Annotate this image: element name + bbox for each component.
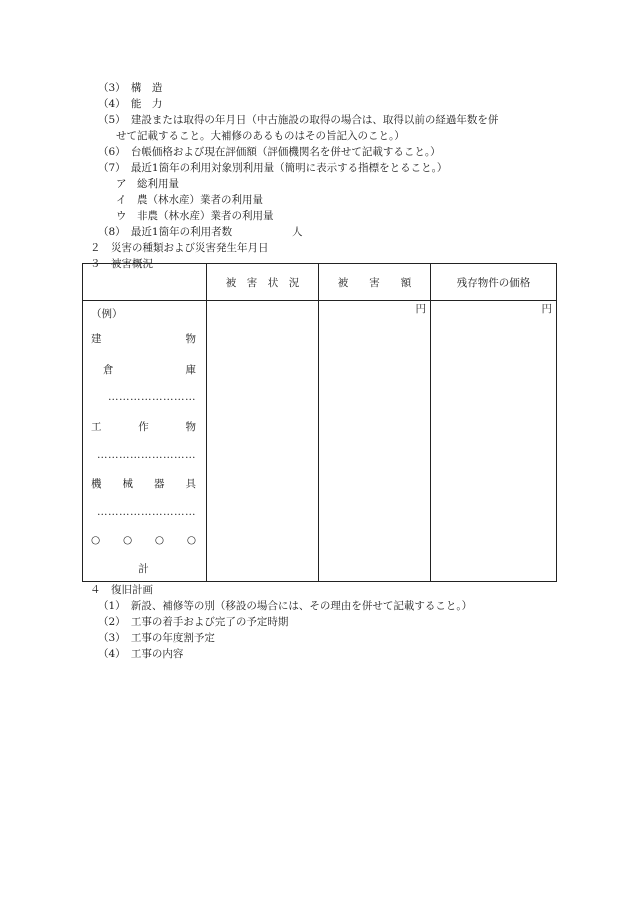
item-total: 計: [138, 563, 149, 575]
item-7b-farmers: イ 農（林水産）業者の利用量: [116, 194, 263, 206]
example-label: （例）: [91, 308, 123, 320]
item-5-date: （5） 建設または取得の年月日（中古施設の取得の場合は、取得以前の経過年数を併: [98, 114, 499, 126]
item-7a-total: ア 総利用量: [116, 178, 179, 190]
persons-unit: 人: [292, 226, 303, 238]
item-7c-non-farmers: ウ 非農（林水産）業者の利用量: [116, 210, 274, 222]
item-6-valuation: （6） 台帳価格および現在評価額（評価機関名を併せて記載すること。）: [98, 146, 441, 158]
recovery-item-1: （1） 新設、補修等の別（移設の場合には、その理由を併せて記載すること。）: [98, 600, 473, 612]
damage-status-cell: [207, 301, 319, 582]
header-damage-status: 被 害 状 況: [207, 264, 319, 301]
item-7-usage: （7） 最近1箇年の利用対象別利用量（簡明に表示する指標をとること。）: [98, 162, 448, 174]
item-3-structure: （3） 構 造: [98, 82, 163, 94]
value-unit: 円: [541, 303, 552, 315]
item-equipment: 機 械 器 具: [91, 478, 196, 490]
remaining-value-cell: [431, 301, 557, 582]
item-other: ○ ○ ○ ○: [91, 534, 196, 546]
table-body-row: [83, 301, 557, 582]
dotted-leader-1: ……………………: [108, 391, 196, 403]
section-4-recovery: ４ 復旧計画: [90, 584, 153, 596]
header-damage-amount: 被 害 額: [319, 264, 431, 301]
section-3-damage: ３ 被害概況: [90, 258, 153, 270]
recovery-item-4: （4） 工事の内容: [98, 648, 184, 660]
damage-amount-cell: [319, 301, 431, 582]
item-8-users: （8） 最近1箇年の利用者数: [98, 226, 233, 238]
recovery-item-3: （3） 工事の年度割予定: [98, 632, 215, 644]
damage-table: [82, 263, 557, 582]
recovery-item-2: （2） 工事の着手および完了の予定時期: [98, 616, 289, 628]
item-4-capacity: （4） 能 力: [98, 98, 163, 110]
item-warehouse: 倉 庫: [103, 364, 196, 376]
item-structure: 工 作 物: [91, 421, 196, 433]
item-building: 建 物: [91, 333, 196, 345]
section-2-disaster: ２ 災害の種類および災害発生年月日: [90, 242, 269, 254]
header-item: [83, 264, 207, 301]
item-5-continuation: せて記載すること。大補修のあるものはその旨記入のこと。）: [116, 130, 405, 142]
items-cell: [83, 301, 207, 582]
table-header-row: [83, 264, 557, 301]
header-remaining-value: 残存物件の価格: [431, 264, 557, 301]
dotted-leader-2: ………………………: [97, 449, 196, 461]
dotted-leader-3: ………………………: [97, 506, 196, 518]
amount-unit: 円: [415, 303, 426, 315]
